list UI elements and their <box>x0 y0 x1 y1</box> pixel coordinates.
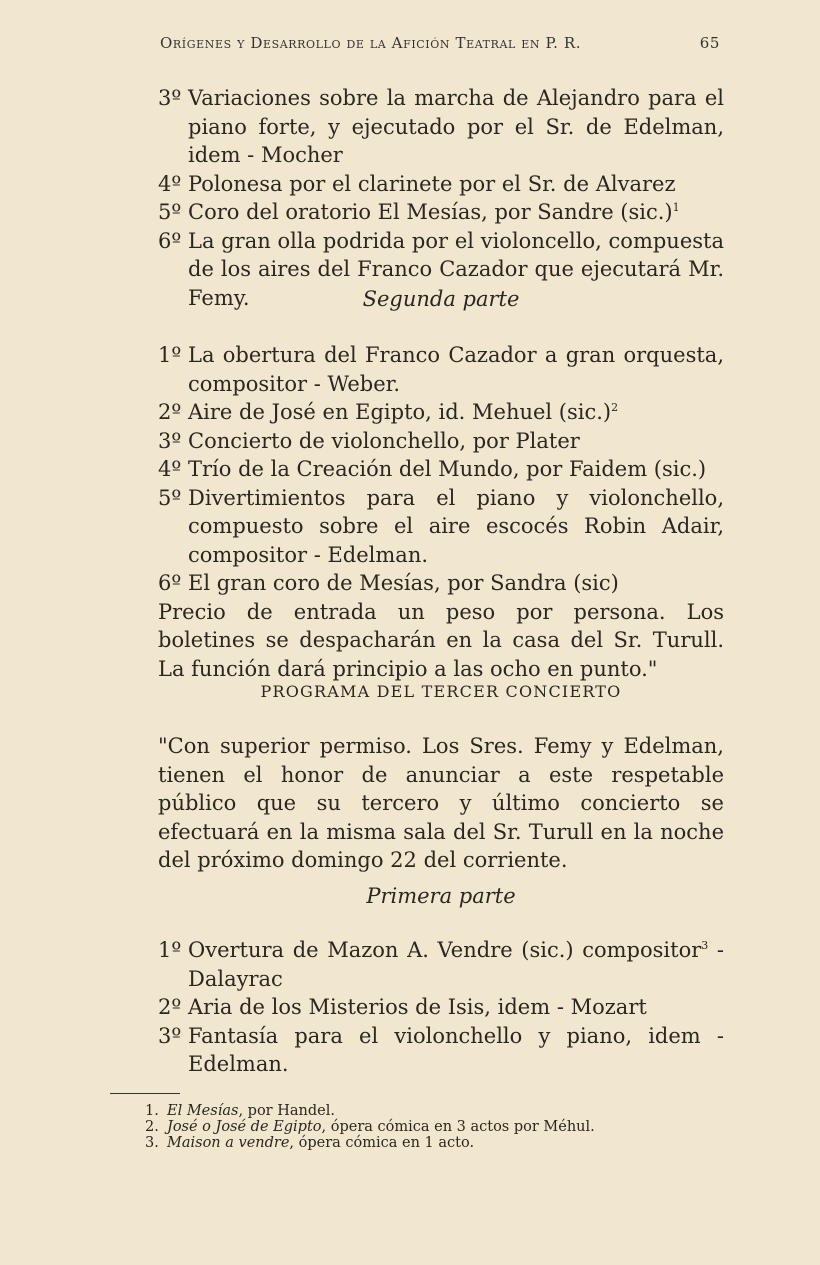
closing-paragraph: Precio de entrada un peso por persona. Los boletines se despacharán en la casa del Sr. Turull. La función dará principio a las ocho en punto." <box>158 599 724 681</box>
footnote-ref: 3 <box>701 939 709 952</box>
footnote-ref: 2 <box>611 401 619 414</box>
list-item: 3º Concierto de violonchello, por Plater <box>158 428 580 453</box>
list-item: 2º Aire de José en Egipto, id. Mehuel $(sic.)^2$ <box>158 400 619 424</box>
list-item: 4º Polonesa por el clarinete por el Sr. de Alvarez <box>158 171 676 196</box>
footnotes <box>145 1103 725 1151</box>
first-part-list <box>158 84 724 312</box>
footnote: 3. Maison a vendre, ópera cómica en 1 acto. <box>145 1135 475 1151</box>
program-heading: PROGRAMA DEL TERCER CONCIERTO <box>260 682 622 701</box>
list-item: 4º Trío de la Creación del Mundo, por Faidem (sic.) <box>158 457 707 481</box>
third-concert-list <box>158 936 724 1079</box>
list-item: 1º Overtura de Mazon A. Vendre (sic.) compositor$^3$ - Dalayrac <box>158 938 724 991</box>
footnote-ref: 1 <box>672 201 680 214</box>
list-item: 5º Divertimientos para el piano y violonchello, compuesto sobre el aire escocés Robin Adair, compositor - Edelman. <box>158 485 724 567</box>
footnote: 2. José o José de Egipto, ópera cómica en 3 actos por Méhul. <box>145 1119 595 1135</box>
list-item: 6º El gran coro de Mesías, por Sandra (sic) <box>158 571 619 595</box>
list-item: 3º Fantasía para el violonchello y piano, idem - Edelman. <box>158 1023 724 1076</box>
list-item: 2º Aria de los Misterios de Isis, idem - Mozart <box>158 995 647 1019</box>
section-heading: Primera parte <box>366 884 516 908</box>
second-part-list <box>158 341 724 683</box>
page-number: 65 <box>699 34 720 52</box>
intro-paragraph: "Con superior permiso. Los Sres. Femy y Edelman, tienen el honor de anunciar a este respetable público que su tercero y último concierto se efectuará en la misma sala del Sr. Turull en la noche del próximo domingo 22 del corriente. <box>158 734 724 872</box>
section-heading: Segunda parte <box>362 287 520 311</box>
footnote: 1. El Mesías, por Handel. <box>145 1103 335 1119</box>
list-item: 6º La gran olla podrida por el violoncello, compuesta de los aires del Franco Cazador que ejecutará Mr. Femy. <box>158 228 724 310</box>
list-item: 1º La obertura del Franco Cazador a gran orquesta, compositor - Weber. <box>158 343 724 396</box>
running-title: Orígenes y Desarrollo de la Afición Teatral en P. R. <box>160 34 582 52</box>
footnote-divider <box>110 1093 180 1094</box>
list-item: 5º Coro del oratorio El Mesías, por Sandre $(sic.)^1$ <box>158 200 680 224</box>
third-concert-heading-block <box>158 678 724 707</box>
running-header <box>160 34 720 52</box>
third-concert-intro-block <box>158 732 724 875</box>
first-part-heading-block <box>158 882 724 911</box>
second-part-heading-block <box>158 285 724 314</box>
list-item: 3º Variaciones sobre la marcha de Alejandro para el piano forte, y ejecutado por el Sr. de Edelman, idem - Mocher <box>158 86 724 167</box>
